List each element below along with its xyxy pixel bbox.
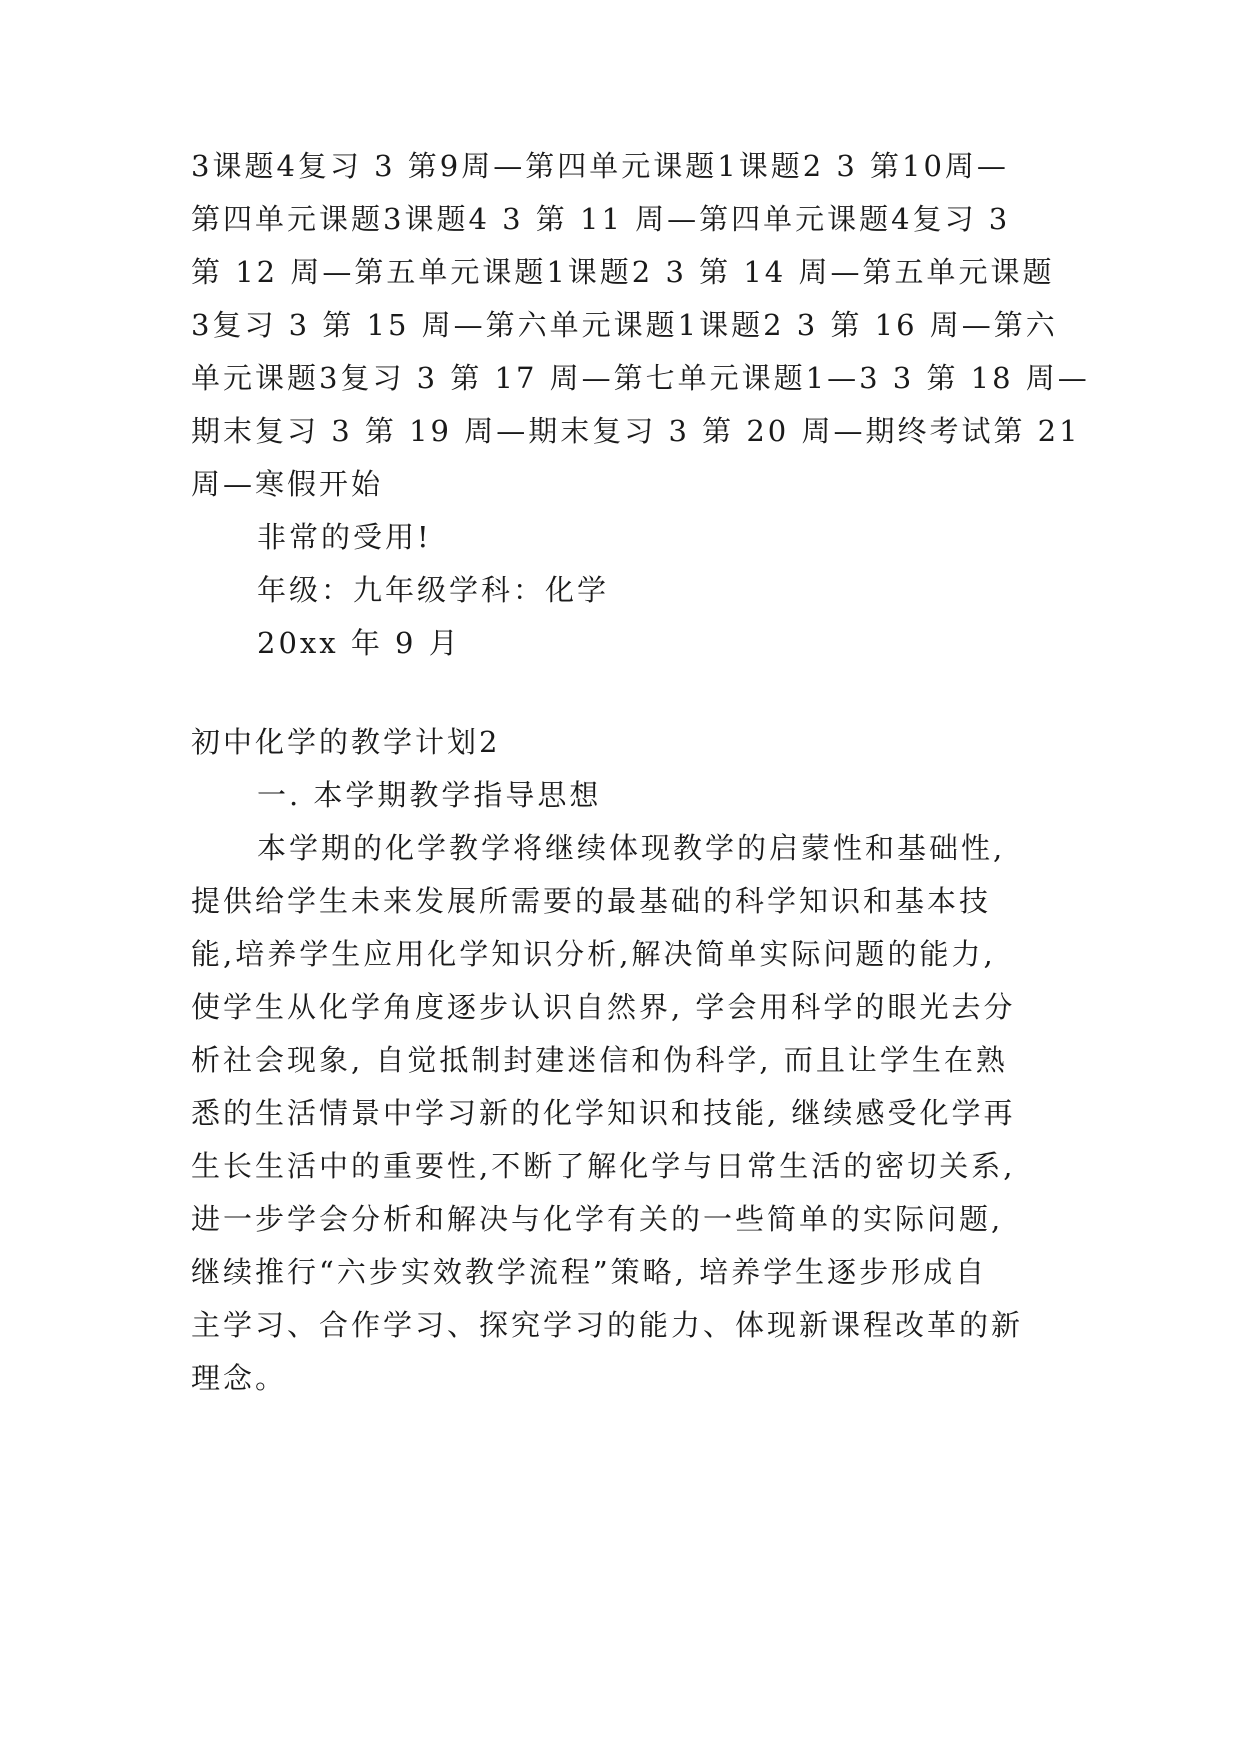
body-line-9: 继续推行“六步实效教学流程”策略, 培养学生逐步形成自 [191,1255,988,1289]
body-line-5: 析社会现象, 自觉抵制封建迷信和伪科学, 而且让学生在熟 [191,1043,1008,1077]
subheading: 一. 本学期教学指导思想 [257,778,602,812]
body-line-2: 提供给学生未来发展所需要的最基础的科学知识和基本技 [191,884,992,918]
schedule-line-7: 周—寒假开始 [191,467,384,501]
date-text: 20xx 年 9 月 [257,626,461,660]
grade-subject: 年级：九年级学科：化学 [257,573,610,607]
note-text: 非常的受用! [257,520,432,554]
body-line-6: 悉的生活情景中学习新的化学知识和技能, 继续感受化学再 [191,1096,1016,1130]
schedule-line-6: 期末复习 3 第 19 周—期末复习 3 第 20 周—期终考试第 21 [191,414,1081,448]
body-line-10: 主学习、合作学习、探究学习的能力、体现新课程改革的新 [191,1308,1024,1342]
body-line-8: 进一步学会分析和解决与化学有关的一些简单的实际问题, [191,1202,1004,1236]
schedule-line-3: 第 12 周—第五单元课题1课题2 3 第 14 周—第五单元课题 [191,255,1055,289]
schedule-line-2: 第四单元课题3课题4 3 第 11 周—第四单元课题4复习 3 [191,202,1011,236]
schedule-line-1: 3课题4复习 3 第9周—第四单元课题1课题2 3 第10周— [191,149,1009,183]
body-line-1: 本学期的化学教学将继续体现教学的启蒙性和基础性, [257,831,1006,865]
section-title: 初中化学的教学计划2 [191,725,501,759]
body-line-11: 理念。 [191,1361,288,1395]
body-line-4: 使学生从化学角度逐步认识自然界, 学会用科学的眼光去分 [191,990,1016,1024]
schedule-line-5: 单元课题3复习 3 第 17 周—第七单元课题1—3 3 第 18 周— [191,361,1090,395]
body-line-3: 能,培养学生应用化学知识分析,解决简单实际问题的能力, [191,937,996,971]
body-line-7: 生长生活中的重要性,不断了解化学与日常生活的密切关系, [191,1149,1016,1183]
schedule-line-4: 3复习 3 第 15 周—第六单元课题1课题2 3 第 16 周—第六 [191,308,1058,342]
